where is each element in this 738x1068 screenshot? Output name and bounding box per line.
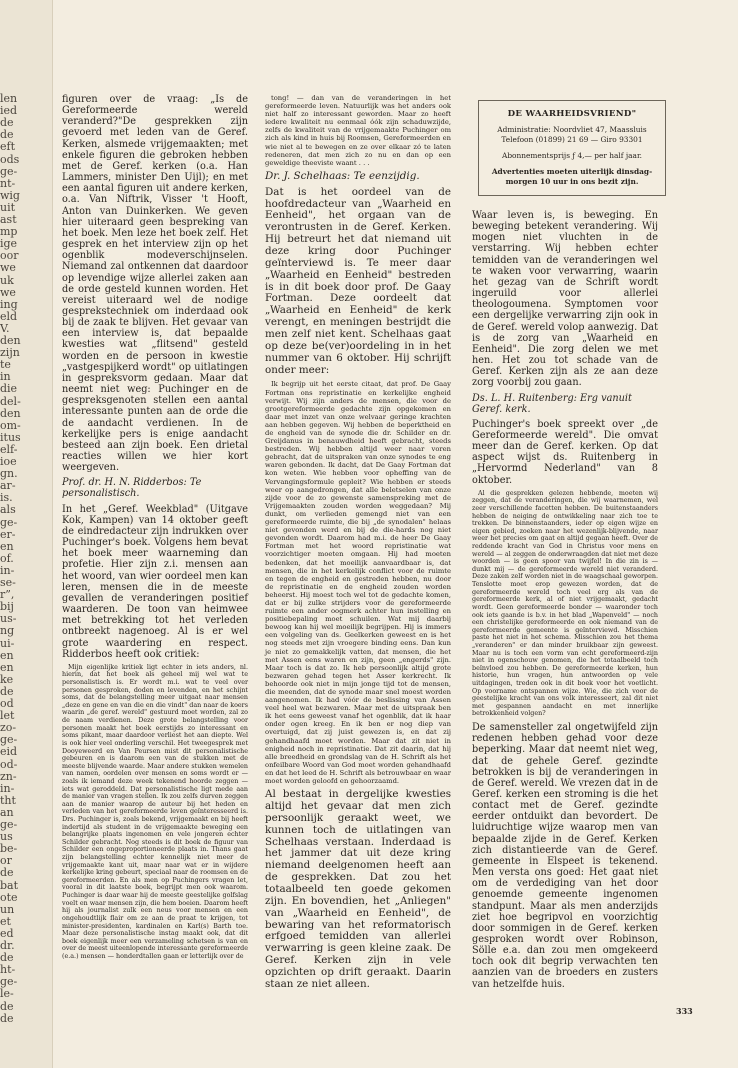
adjacent-page-fragment: len <box>0 92 18 105</box>
adjacent-page-fragment: ast <box>0 213 17 226</box>
commentary-continued: Waar leven is, is beweging. En beweging betekent verandering. Wij mogen niet vluchten in de verstarring. Wij hebben echter temidden van de veranderingen wel te waken voor verwarring, waarin het gezag van de Schrift wordt ingeruild voor allerlei theologoumena. Symptomen voor een dergelijke verwarring zijn ook in de Geref. wereld volop aanwezig. Dat is de zorg van „Waarheid en Eenheid". Die zorg delen we met hen. Het zou tot schade van de Geref. Kerken zijn als ze aan deze zorg voorbij zou gaan. <box>472 210 658 389</box>
adjacent-page-fragment: ui- <box>0 636 15 650</box>
adjacent-page-fragment: ioe <box>0 455 17 468</box>
adjacent-page-fragment: se- <box>0 576 16 589</box>
adjacent-page-fragment: ods <box>0 152 20 166</box>
phone-line: Telefoon (01899) 21 69 — Giro 93301 <box>501 135 643 144</box>
adjacent-page-fragment: ge- <box>0 818 18 831</box>
adjacent-page-fragment: eid <box>0 745 18 759</box>
schelhaas-quote: Ik begrijp uit het eerste citaat, dat prof. De Gaay Fortman ons repristinatie en kerkelijke engheid verwijt. Wij zijn anders de mensen, die voor de grootgereformeerde gedachte zijn opgekomen en daar met inzet van onze welvaar geringe krachten aan hebben gegeven. Wij hebben de beperktheid en de engheid van de synode die dr. Schilder en dr. Greijdanus in benauwdheid heeft gebracht, steeds bestreden. Wij hebben altijd weer naar voren gebracht, dat de uitspraken van onze synodes te eng waren gebonden. Ik dacht, dat De Gaay Fortman dat kon weten. Wie hebben voor opheffing van de Vervangingsformule gepleit? Wie hebben er steeds weer op aangedrongen, dat alle beletselen van onze zijde voor de zo gewenste samenspreking met de Vrijgemaakten zouden worden weggedaan? Mij dunkt, om verlieden gemengd niet van een gereformeerde ruimte, die bij „de synodalen" helaas niet gevonden werd en bij de die-hards nog niet gevonden wordt. Daarom had m.i. de heer De Gaay Fortman met het woord repristinatie wat voorzichtiger moeten omgaan. Hij had moeten bedenken, dat het moeilijk aanvaardbaar is, dat mensen, die in het kerkelijk conflict voor de ruimte en tegen de engheid en gestreden hebben, nu door de repristinatie en de engheid zouden worden beheerst. Hij moest toch wel tot de gedachte komen, dat er bij zulke strijders voor de gereformeerde ruimte een ander oogmerk achter hun instelling en positiebepaling moet schuilen. Wat mij daarbij bewoog kan hij wel moeilijk begrijpen. Hij is immers een volgeling van ds. Geelkerken geweest en is het nog steeds met zijn vroegere binding eens. Dan kun je niet zo gemakkelijk vatten, dat mensen, die het met Assen eens waren en zijn, geen „engerds" zijn. Maar toch is dat zo. Ik heb persoonlijk altijd grote bezwaren gehad tegen het Asser kerkrecht. Ik behoorde ook niet in mijn jonge tijd tot de mensen, die meenden, dat de synode maar snel moest worden aangenomen. Ik had vóór de beslissing van Assen veel heel wat bezwaren. Maar met de uitspraak ben ik het eens geweest vanaf het ogenblik, dat ik haar onder ogen kreeg. En ik ben er nog diep van overtuigd, dat zij juist gewezen is, en dat zij gehandhaafd moet worden. Maar dat zit niet in enigheid noch in repristinatie. Dat zit daarin, dat hij alle breedheid en grondslag van de H. Schrift als het onfeilbare Woord van God moet worden gehandhaafd en dat het leed de H. Schrift als betrouwbaar en waar moet worden geloofd en gehoorzaamd. <box>265 380 451 786</box>
adjacent-page-fragment: ing <box>0 297 18 311</box>
administration-line: Administratie: Noordvliet 47, Maassluis <box>497 125 647 134</box>
adjacent-page-fragment: en <box>0 648 14 662</box>
adjacent-page-fragment: ge- <box>0 515 18 529</box>
adjacent-page-fragment: us <box>0 830 13 844</box>
section-heading-ruitenberg: Ds. L. H. Ruitenberg: Erg vanuit Geref. kerk. <box>472 392 632 415</box>
adjacent-page-fragment: den <box>0 406 21 420</box>
adjacent-page-fragment: eld <box>0 309 18 323</box>
adjacent-page-fragment: or <box>0 854 12 868</box>
adjacent-page-fragment: als <box>0 503 16 517</box>
adjacent-page-fragment: V. <box>0 321 10 335</box>
adjacent-page-fragment: us- <box>0 612 17 626</box>
adjacent-page-fragment: un <box>0 902 15 916</box>
ridderbos-quote: Mijn eigenlijke kritiek ligt echter in iets anders, nl. hierin, dat het boek als geheel mij wel wat te personalistisch is. Er wordt m.i. wat te veel over personen gesproken, doden en levenden, en het schijnt soms, dat de belangstelling meer uitgaat naar mensen „deze en gene en van die en die vindt" dan naar de koers waarin „de geref. wereld" gestuurd moet worden, zal zo de naam verdienen. Deze grote belangstelling voor personen maakt het boek eerstijds zo interessant en soms pikant, maar daardoor verliest het aan diepte. Wel is ook hier veel onderling verschil. Het tweegesprek met Dooyeweerd en Van Peursen mist dit personalistische gebeuren en is daarom een van de stukken met de meeste blijvende waarde. Maar andere stukken wemelen van namen, oordelen over mensen en soms wordt er — zoals ik iemand deze week tekenend hoorde zeggen — iets wat geroddeld. Dat personalistische ligt mede aan de manier van vragen stellen. Ik zou zelfs durven zeggen aan de manier waarop de auteur bij het heden en verleden van het gereformeerde leven geïnteresseerd is. Drs. Puchinger is, zoals bekend, vrijgemaakt en bij heeft indertijd als student in de vrijgemaakte beweging een belangrijke plaats ingenomen en vele jongeren echter Schilder gebracht. Nog steeds is dit boek de figuur van Schilder een ongeproportioneerde plaats in. Thans gaat zijn belangstelling echter kennelijk niet meer de vrijgemaakte kant uit, maar naar wat er in wijdere kerkelijke kring gebeurt, speciaal naar de roomsen en de gereformeerden. En als men op Puchingers vragen let, vooral in dit laatste boek, begrijpt men ook waarom. Puchinger is daar waar hij de meeste geestelijke golfslag voelt en waar mensen zijn, die hem boeien. Daarom heeft hij als journalist zulk een neus voor mensen en een ongehoudtlijk flair om ze aan de praat te krijgen, tot minister-presidenten, kardinalen en Karl(s) Barth toe. Maar deze personalistische instag maakt ook, dat dit boek eigenlijk meer een verzameling schetsen is van en over de meest uiteenlopende interessante gereformeerde (e.a.) mensen — honderdtallen gaan er letterlijk over de <box>62 662 248 960</box>
adjacent-page-fragment: od- <box>0 757 18 771</box>
adjacent-page-fragment: elf- <box>0 442 18 456</box>
adjacent-page-fragment: mp <box>0 225 18 239</box>
ridderbos-paragraph: In het „Geref. Weekblad" (Uitgave Kok, Kampen) van 14 oktober geeft de eindredacteur zijn indrukken over Puchinger's boek. Volgens hem bevat het boek meer waarneming dan profetie. Hier zijn z.i. mensen aan het woord, van wier oordeel men kan leren, mensen die in de meeste gevallen de veranderingen positief waarderen. De toon van heimwee met betrekking tot het verleden ontbreekt nagenoeg. Al is er wel grote waardering en respect. Ridderbos heeft ook critiek: <box>62 503 248 660</box>
adjacent-page-fragment: om- <box>0 418 21 432</box>
schelhaas-paragraph: Dat is het oordeel van de hoofdredacteur van „Waarheid en Eenheid", het orgaan van de verontrusten in de Geref. Kerken. Hij betreurt het dat niemand uit deze kring door Puchinger geïnterviewd is. Te meer daar „Waarheid en Eenheid" bestreden is in dit boek door prof. De Gaay Fortman. Deze oordeelt dat „Waarheid en Eenheid" de kerk verengt, en meningen bestrijdt die men zelf niet kent. Schelhaas gaat op deze be(ver)oordeling in in het nummer van 6 oktober. Hij schrijft onder meer: <box>265 185 451 376</box>
adjacent-page-fragment: de <box>0 684 14 698</box>
adjacent-page-fragment: ar- <box>0 479 16 493</box>
adjacent-page-fragment: dr. <box>0 939 15 952</box>
adjacent-page-fragment: ge- <box>0 975 18 989</box>
adjacent-page-fragment: be- <box>0 842 18 856</box>
adjacent-page-fragment: den <box>0 334 21 347</box>
ridderbos-quote-continued: tong! — dan van de veranderingen in het gereformeerde leven. Natuurlijk was het anders ook niet half zo interessant geworden. Maar zo heeft iedere kwaliteit nu eenmaal óók zijn schaduwzijde, zelfs de kwaliteit van de vrijgemaakte Puchinger om zich als kind in huis bij Roomsen, Gereformeerden en wie niet al te bewegen en ze over elkaar zó te laten redeneren, dat men zich zo nu en dan op een geweldige theeviste waant . . . <box>265 94 451 167</box>
column-1 <box>62 94 248 965</box>
adjacent-page-fragment: en <box>0 539 14 553</box>
adjacent-page-fragment: del- <box>0 394 21 408</box>
masthead-box <box>478 100 666 196</box>
adjacent-page-fragment: in- <box>0 563 15 577</box>
adjacent-page-fragment: ote <box>0 890 18 904</box>
subscription-line: Abonnementsprijs ƒ 4,— per half jaar. <box>501 151 643 160</box>
adjacent-page-fragment: le- <box>0 987 14 1001</box>
adjacent-page-fragment: ge- <box>0 164 18 178</box>
adjacent-page-fragment: die <box>0 382 18 396</box>
ads-line-1: Advertenties moeten uiterlijk dinsdag- <box>491 167 653 176</box>
schelhaas-commentary: Al bestaat in dergelijke kwesties altijd het gevaar dat men zich persoonlijk geraakt weet, we kunnen toch de uitlatingen van Schelhaas verstaan. Inderdaad is het jammer dat uit deze kring niemand deelgenomen heeft aan de gesprekken. Dat zou het totaalbeeld ten goede gekomen zijn. En bovendien, het „Anliegen" van „Waarheid en Eenheid", de bewaring van het reformatorisch erfgoed temidden van allerlei verwarring is geen kleine zaak. De Geref. Kerken zijn in vele opzichten op drift geraakt. Daarin staan ze niet alleen. <box>265 788 451 990</box>
adjacent-page-fragment: eft <box>0 140 16 154</box>
adjacent-page-fragment: ige <box>0 237 18 251</box>
adjacent-page-fragment: an <box>0 805 14 819</box>
adjacent-page-fragment: ed <box>0 926 14 940</box>
adjacent-page-fragment: bat <box>0 878 19 892</box>
section-heading-ridderbos: Prof. dr. H. N. Ridderbos: Te personalistisch. <box>62 477 202 500</box>
adjacent-page-fragment: gn. <box>0 467 18 481</box>
adjacent-page-fragment: de <box>0 1011 14 1025</box>
adjacent-page-fragment: nt- <box>0 176 16 190</box>
adjacent-page-fragment: uk <box>0 273 14 287</box>
adjacent-page-fragment: r”, <box>0 588 15 602</box>
adjacent-page-fragment: zo- <box>0 721 17 735</box>
adjacent-page-fragment: er- <box>0 527 16 541</box>
adjacent-page-fragment: te <box>0 358 11 372</box>
adjacent-page-fragment: ke <box>0 672 14 686</box>
ruitenberg-paragraph: Puchinger's boek spreekt over „de Gereformeerde wereld". Die omvat meer dan de Geref. kerken. Op dat aspect wijst ds. Ruitenberg in „Hervormd Nederland" van 8 oktober. <box>472 418 658 486</box>
adjacent-page-fragment: zn- <box>0 769 17 783</box>
adjacent-page-fragment: en <box>0 660 14 674</box>
closing-paragraph: De samensteller zal ongetwijfeld zijn redenen hebben gehad voor deze beperking. Maar dat neemt niet weg, dat de gehele Geref. gezindte betrokken is bij de veranderingen in de Geref. wereld. We vrezen dat in de Geref. kerken een stroming is die het contact met de Geref. gezindte eerder ontduikt dan bevordert. De luidruchtige wijze waarop men van bepaalde zijde in de Geref. Kerken zich distantieerde van de Geref. gemeente in Elspeet is tekenend. Men versta ons goed: Het gaat niet om de verdediging van het door genoemde gemeente ingenomen standpunt. Maar als men anderzijds ziet hoe begripvol en voorzichtig door sommigen in de Geref. kerken gesproken wordt over Robinson, Sölle e.a. dan zou men omgekeerd toch ook dit begrip verwachten ten aanzien van de broeders en zusters van hetzelfde huis. <box>472 722 658 990</box>
column-2 <box>265 94 451 995</box>
ruitenberg-quote: Al die gesprekken gelezen hebbende, moeten wij zeggen, dat de veranderingen, die wij waarnemen, wel zeer verschillende facetten hebben. De buitenstaanders hebben de neiging de ontwikkeling naar zich toe te trekken. De binnenstaanders, ieder op eigen wijze en eigen gebied, zoeken naar het wezenlijk-blijvende, naar weer het precies om gaat en altijd gegaan heeft. Over de reddende kracht van God in Christus voor mens en wereld — al zeggen de onderwraagden dat niet met deze woorden — is geen spoor van twijfel! In die zin is — dunkt mij — de gereformeerde wereld niet veranderd. Deze zaken zelf worden niet in de waagschaal geworpen. Tenslotte moet erop gewezen worden, dat de gereformeerde wereld toch veel erg als van de gereformeerde kerk, al of niet vrijgemaakt, gedacht wordt. Geen gereformeerde bonder — waaronder toch ook iets gaande is b.v. in het blad „Wapenveld" — noch een christelijke gereformeerde en ook niemand van de gereformeerde gemeente is geïnterviewd. Misschien paste het niet in het schema. Misschien zou het thema „veranderen" er dan minder bruikbaar zijn geweest. Maar nu is toch een vorm van echt gereformeerd-zijn niet in ogenschouw genomen, die het totaalbeeld toch beïnvloed zou hebben. De gereformeerde kerken, hun historie, hun vragen, hun antwoorden op vele uitdagingen, treden ook in dit boek voor het voetlicht. Op voorname ontspannen wijze. Wie, die zich voor de geestelijke kracht van ons volk interesseert, zal dit niet met gespannen aandacht en met innerlijke betrokkenheid volgen? <box>472 488 658 718</box>
adjacent-page-fragment: oor <box>0 249 19 263</box>
page-number: 333 <box>676 1006 693 1016</box>
adjacent-page-fragment: we <box>0 261 16 275</box>
adjacent-page-fragment: in- <box>0 781 15 795</box>
adjacent-page-fragment: of. <box>0 551 14 565</box>
section-heading-schelhaas: Dr. J. Schelhaas: Te eenzijdig. <box>265 169 420 182</box>
adjacent-page-fragment: de <box>0 128 14 142</box>
adjacent-page-fragment: let <box>0 709 15 723</box>
column-3 <box>472 210 658 994</box>
adjacent-page-fragment: is. <box>0 491 13 505</box>
adjacent-page-fragment: uit <box>0 200 16 214</box>
intro-paragraph: figuren over de vraag: „Is de Gereformeerde wereld veranderd?"De gesprekken zijn gevoerd met leden van de Geref. Kerken, alsmede vrijgemaakten; met enkele figuren die gebroken hebben met de Geref. kerken (o.a. Han Lammers, minister Den Uijl); en met een aantal figuren uit andere kerken, o.a. Van Niftrik, Visser 't Hooft, Anton van Duinkerken. We geven hier uiteraard geen bespreking van het boek. Men leze het boek zelf. Het gesprek en het interview zijn op het ogenblik modeverschijnselen. Niemand zal ontkennen dat daardoor op levendige wijze allerlei zaken aan de orde gesteld kunnen worden. Het vereist uiteraard wel de nodige gesprekstechniek om inderdaad ook bij de zaak te blijven. Het gevaar van een interview is, dat bepaalde kwesties wat „flitsend" gesteld worden en de persoon in kwestie „vastgespijkerd wordt" op uitlatingen in gespreksvorm gedaan. Maar dat neemt niet weg: Puchinger en de gespreksgenoten stellen een aantal interessante punten aan de orde die de aandacht verdienen. In de kerkelijke pers is enige aandacht besteed aan zijn boek. Een drietal reacties willen we hier kort weergeven. <box>62 94 248 474</box>
adjacent-page-fragment: de <box>0 116 14 130</box>
adjacent-page-fragment: tht <box>0 793 16 807</box>
adjacent-page-fragment: in <box>0 370 11 384</box>
masthead-title: DE WAARHEIDSVRIEND" <box>507 109 637 119</box>
adjacent-page-fragment: ge- <box>0 733 18 747</box>
adjacent-page-fragment: itus <box>0 430 21 444</box>
adjacent-page-fragment: we <box>0 285 16 299</box>
adjacent-page-fragment: od <box>0 697 14 710</box>
adjacent-page-fragment: et <box>0 914 11 928</box>
ads-line-2: morgen 10 uur in ons bezit zijn. <box>505 177 639 186</box>
adjacent-page-fragment: wig <box>0 188 20 202</box>
adjacent-page-fragment: ng <box>0 624 15 638</box>
adjacent-page-fragment: de <box>0 999 14 1013</box>
adjacent-page-fragment: ht- <box>0 963 16 977</box>
adjacent-page-fragment: de <box>0 866 14 880</box>
adjacent-page-fragment: zijn <box>0 346 20 360</box>
adjacent-page-strip <box>0 0 53 1068</box>
adjacent-page-fragment: bij <box>0 600 14 614</box>
adjacent-page-fragment: de <box>0 951 14 965</box>
adjacent-page-fragment: ied <box>0 104 18 118</box>
